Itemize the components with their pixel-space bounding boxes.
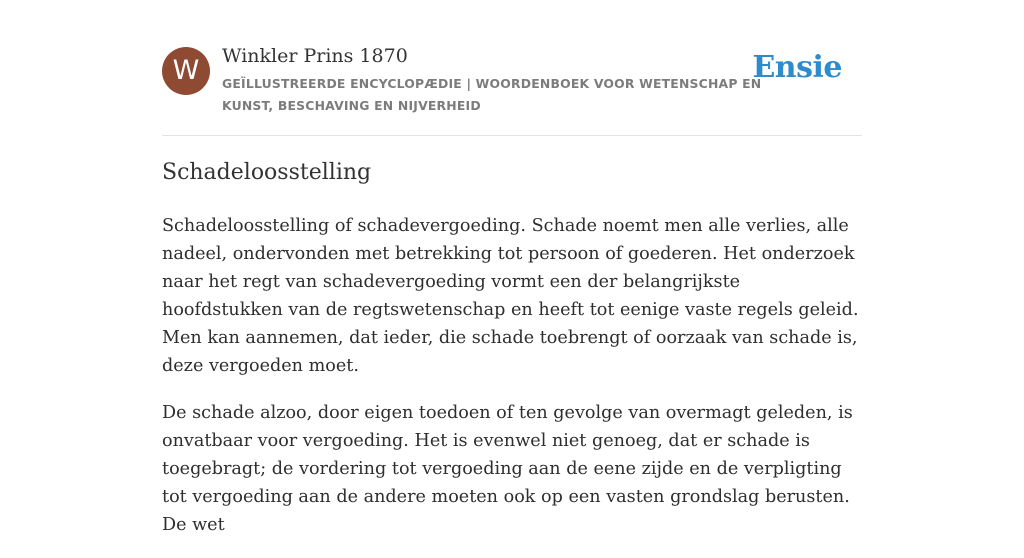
article-paragraph: De schade alzoo, door eigen toedoen of ten gevolge van overmagt geleden, is onvatbaar voor vergoeding. Het is evenwel niet genoeg, dat er schade is toegebragt; de vordering tot vergoeding aan de eene zijde en de verpligting tot vergoeding aan de andere moeten ook op een vasten grondslag berusten. De wet [162,403,853,535]
header [162,0,862,136]
page [162,0,862,535]
article-paragraph: Schadeloosstelling of schadevergoeding. Schade noemt men alle verlies, alle nadeel, ondervonden met betrekking tot persoon of goederen. Het onderzoek naar het regt van schadevergoeding vormt een der belangrijkste hoofdstukken van de regtswetenschap en heeft tot eenige vaste regels geleid. Men kan aannemen, dat ieder, die schade toebrengt of oorzaak van schade is, deze vergoeden moet. [162,216,859,376]
avatar[interactable]: W [162,47,210,95]
article-title: Schadeloosstelling [162,160,372,185]
ensie-logo[interactable]: Ensie [752,50,842,85]
source-title[interactable]: Winkler Prins 1870 [222,45,408,67]
article-body [162,212,862,558]
source-subtitle: GEÏLLUSTREERDE ENCYCLOPÆDIE | WOORDENBOEK VOOR WETENSCHAP EN KUNST, BESCHAVING EN NIJVERHEID [222,76,762,113]
